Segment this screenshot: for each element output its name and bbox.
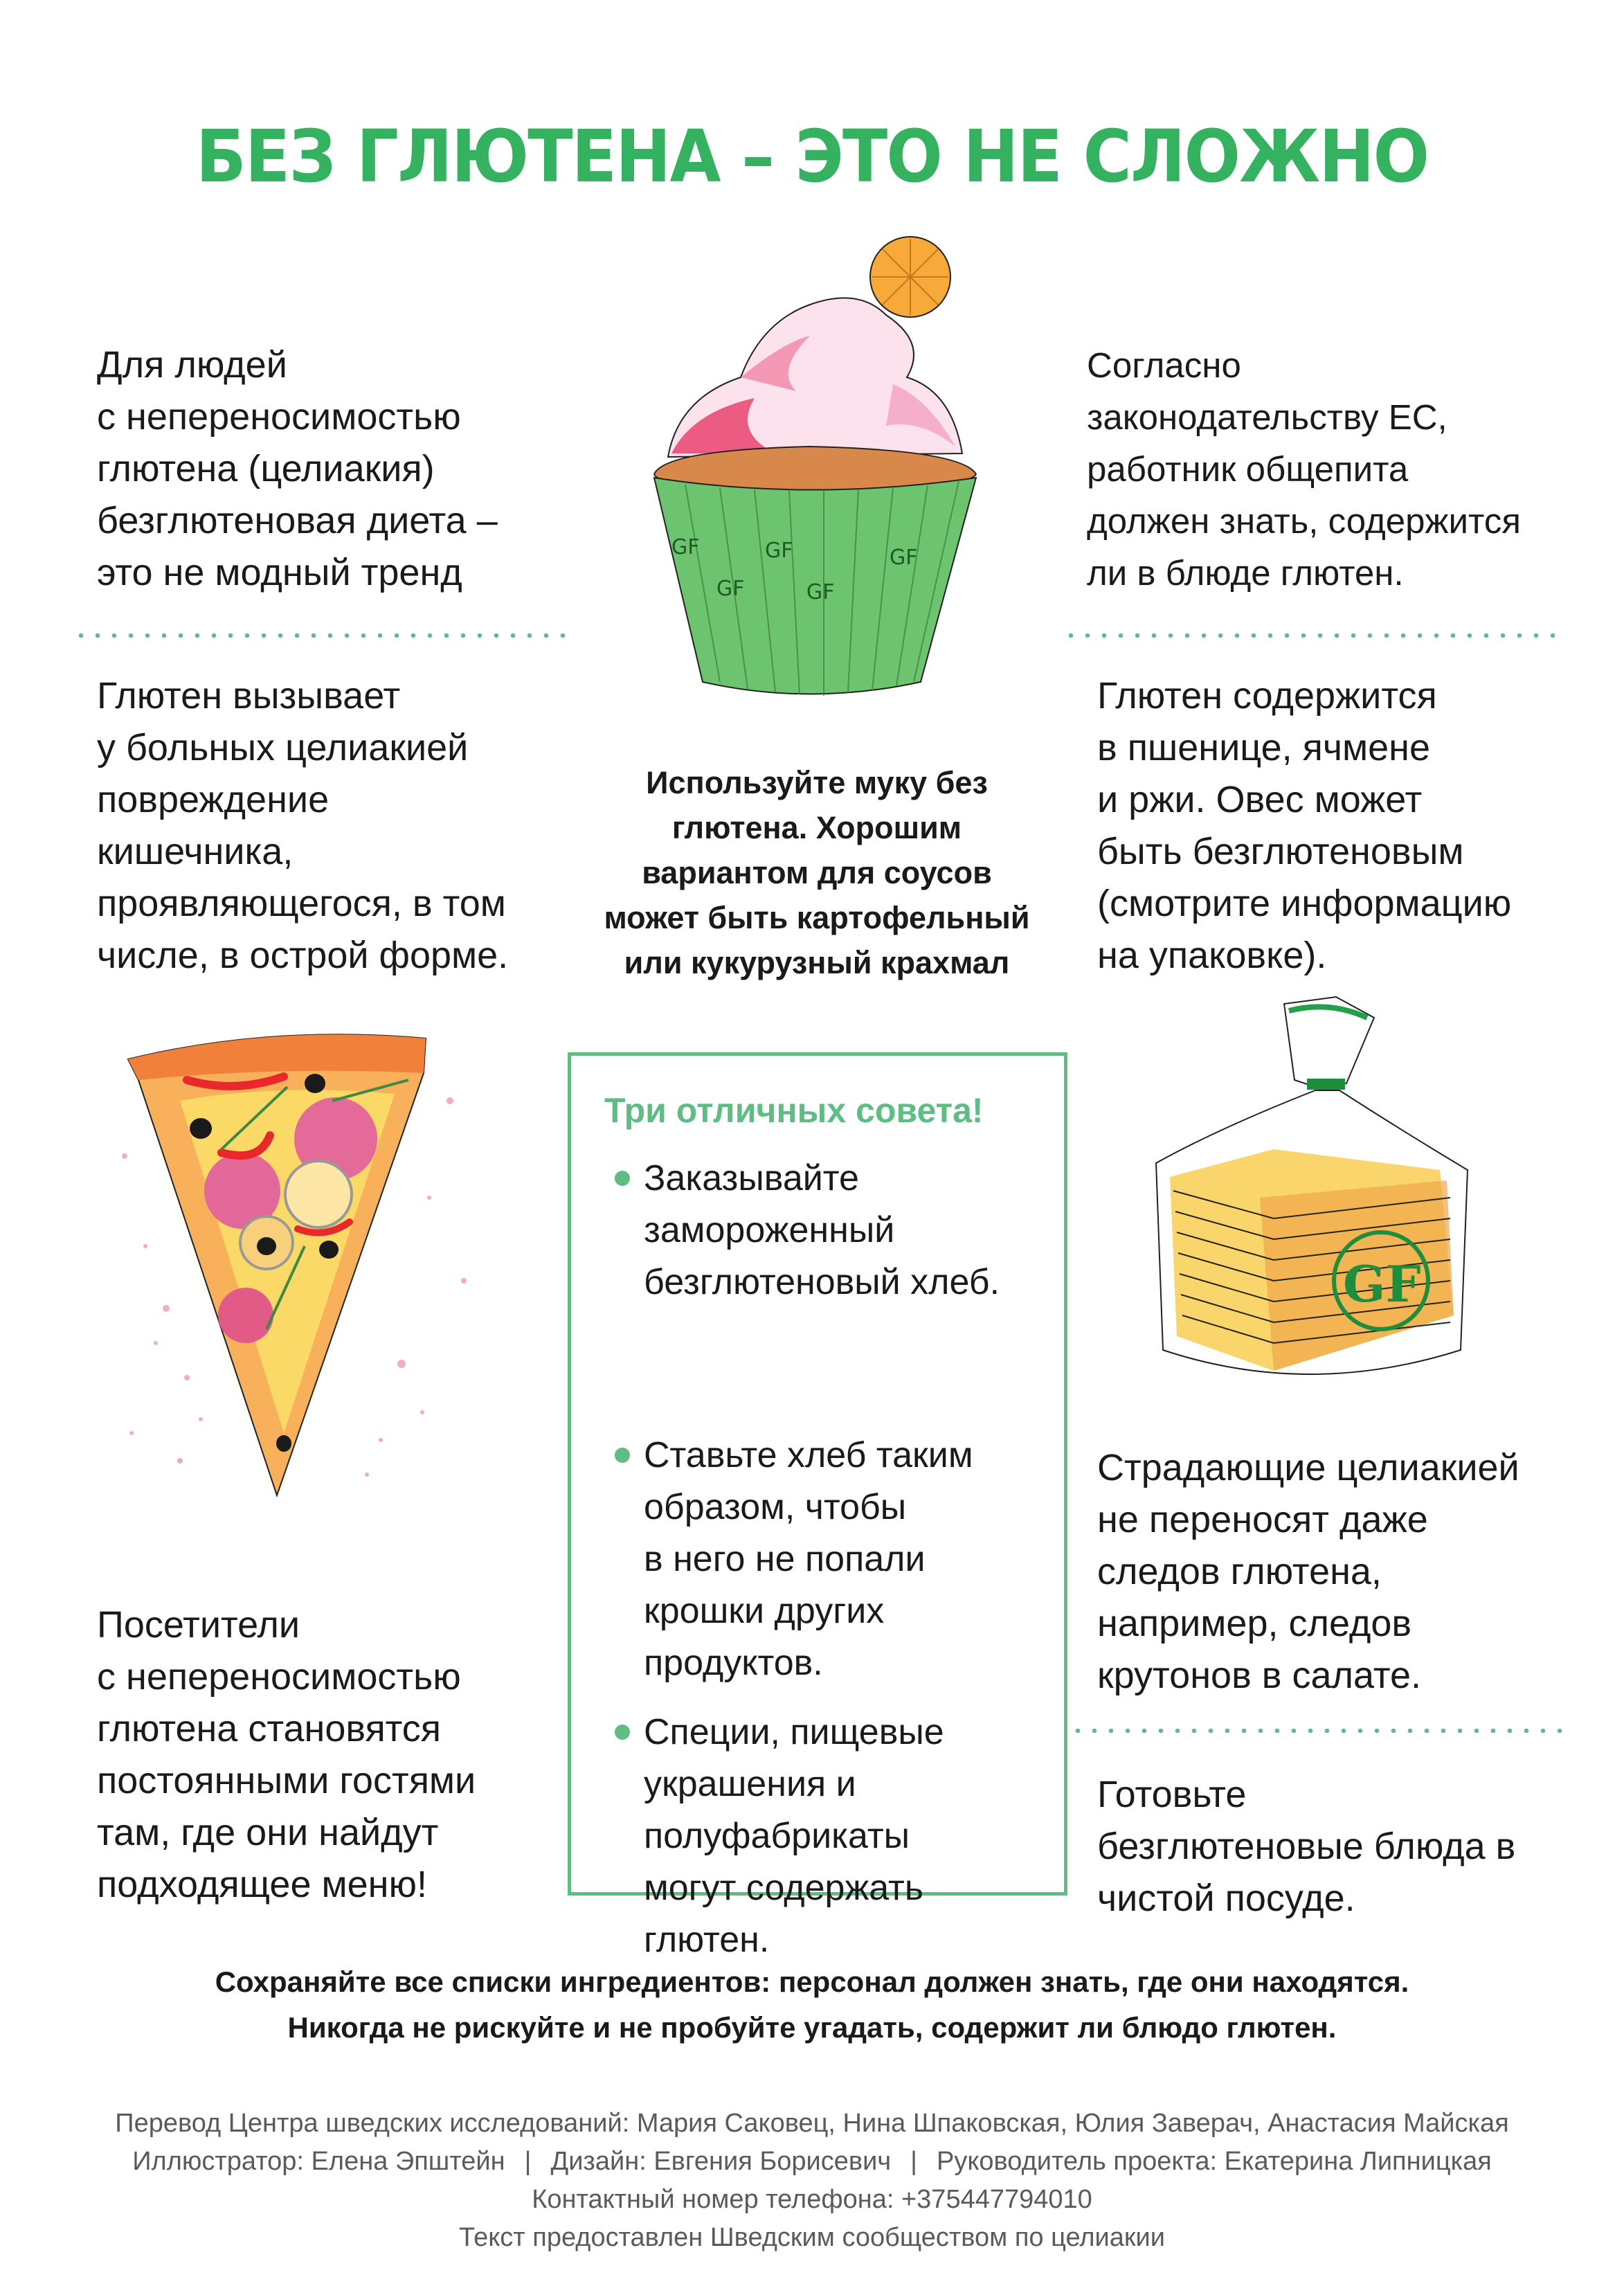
text-line: продуктов.	[644, 1643, 823, 1683]
dotted-divider	[1063, 633, 1562, 638]
svg-text:GF: GF	[806, 580, 835, 604]
text-line: глютена становятся	[97, 1708, 442, 1749]
separator: |	[524, 2147, 532, 2176]
text-line: должен знать, содержится	[1087, 501, 1521, 541]
dotted-divider	[73, 633, 572, 638]
text-line: Страдающие целиакией	[1097, 1447, 1519, 1488]
text-line: Глютен вызывает	[97, 675, 401, 717]
text-line: крошки других	[644, 1591, 885, 1631]
text-line: в него не попали	[644, 1539, 926, 1579]
text-line: крутонов в салате.	[1097, 1655, 1421, 1696]
text-line: с непереносимостью	[97, 396, 461, 438]
text-line: работник общепита	[1087, 449, 1409, 489]
text-line: и ржи. Овес может	[1097, 779, 1423, 820]
text-line: или кукурузный крахмал	[624, 945, 1010, 980]
text-line: повреждение	[97, 779, 330, 820]
credit-translation: Перевод Центра шведских исследований: Мария Саковец, Нина Шпаковская, Юлия Заверач, Анастасия Майская	[115, 2109, 1509, 2138]
text-line: на упаковке).	[1097, 935, 1327, 976]
text-line: может быть картофельный	[604, 900, 1030, 935]
text-line: постоянными гостями	[97, 1760, 476, 1801]
page-title: БЕЗ ГЛЮТЕНА – ЭТО НЕ СЛОЖНО	[195, 114, 1429, 199]
text-line: безглютеновый хлеб.	[644, 1262, 1000, 1302]
text-line: образом, чтобы	[644, 1487, 907, 1527]
right-block-grains	[1097, 670, 1511, 982]
cupcake-illustration	[637, 239, 997, 710]
bottom-note	[0, 1959, 1624, 2051]
right-block-eu-law	[1087, 339, 1521, 599]
credit-project-lead: Руководитель проекта: Екатерина Липницкая	[937, 2147, 1492, 2176]
left-block-intro	[97, 339, 498, 599]
pizza-illustration	[104, 1018, 491, 1516]
text-line: Согласно	[1087, 345, 1241, 385]
text-line: безглютеновые блюда в	[1097, 1826, 1516, 1867]
credit-roles	[0, 2143, 1624, 2181]
text-line: (смотрите информацию	[1097, 883, 1512, 924]
right-block-traces	[1097, 1442, 1519, 1702]
text-line: в пшенице, ячмене	[1097, 727, 1431, 768]
text-line: глютен.	[644, 1920, 770, 1960]
bullet-icon	[615, 1171, 630, 1186]
text-line: проявляющегося, в том	[97, 883, 506, 924]
text-line: кишечника,	[97, 831, 294, 872]
text-line: там, где они найдут	[97, 1812, 439, 1853]
text-line: безглютеновая диета –	[97, 500, 498, 541]
text-line: Готовьте	[1097, 1774, 1247, 1815]
right-block-clean-dishes	[1097, 1769, 1515, 1925]
tips-box	[568, 1052, 1067, 1960]
left-block-visitors	[97, 1599, 476, 1911]
text-line: Сохраняйте все списки ингредиентов: персонал должен знать, где они находятся.	[215, 1965, 1409, 1998]
text-line: ли в блюде глютен.	[1087, 553, 1404, 593]
svg-text:GF: GF	[716, 577, 745, 601]
text-line: с непереносимостью	[97, 1656, 461, 1698]
separator: |	[910, 2147, 918, 2176]
dotted-divider	[1070, 1729, 1562, 1733]
tip-item	[644, 1153, 1000, 1308]
svg-text:GF: GF	[890, 546, 918, 570]
text-line: например, следов	[1097, 1603, 1412, 1644]
text-line: числе, в острой форме.	[97, 935, 509, 976]
text-line: Заказывайте	[644, 1158, 859, 1198]
text-line: Ставьте хлеб таким	[644, 1435, 973, 1475]
text-line: подходящее меню!	[97, 1864, 427, 1905]
svg-text:GF: GF	[1343, 1254, 1421, 1313]
credit-design: Дизайн: Евгения Борисевич	[550, 2147, 892, 2176]
tip-item	[644, 1430, 973, 1689]
text-line: быть безглютеновым	[1097, 831, 1464, 872]
text-line: законодательству ЕС,	[1087, 397, 1447, 437]
text-line: у больных целиакией	[97, 727, 469, 768]
contact-phone: Контактный номер телефона: +375447794010	[532, 2185, 1092, 2214]
text-line: полуфабрикаты	[644, 1816, 910, 1856]
text-line: не переносят даже	[1097, 1499, 1428, 1540]
text-line: вариантом для соусов	[642, 855, 992, 890]
svg-text:GF: GF	[765, 539, 793, 563]
footer-credits	[0, 2105, 1624, 2257]
credit-illustrator: Иллюстратор: Елена Эпштейн	[132, 2147, 505, 2176]
text-line: глютена. Хорошим	[671, 810, 962, 845]
left-block-damage	[97, 670, 508, 982]
flour-tip	[568, 760, 1066, 985]
tips-title: Три отличных совета!	[604, 1091, 984, 1130]
text-line: Никогда не рискуйте и не пробуйте угадать, содержит ли блюдо глютен.	[287, 2011, 1337, 2044]
text-line: чистой посуде.	[1097, 1878, 1355, 1919]
text-line: украшения и	[644, 1764, 856, 1804]
text-line: Глютен содержится	[1097, 675, 1437, 717]
text-line: Для людей	[97, 344, 287, 386]
text-line: следов глютена,	[1097, 1551, 1382, 1592]
text-line: Специи, пищевые	[644, 1712, 944, 1752]
text-line: замороженный	[644, 1210, 895, 1250]
bullet-icon	[615, 1448, 630, 1463]
text-line: могут содержать	[644, 1868, 923, 1908]
credit-source: Текст предоставлен Шведским сообществом по целиакии	[459, 2223, 1165, 2252]
bullet-icon	[615, 1725, 630, 1740]
tip-item	[644, 1707, 944, 1966]
text-line: это не модный тренд	[97, 552, 462, 593]
text-line: глютена (целиакия)	[97, 448, 435, 489]
text-line: Посетители	[97, 1604, 300, 1646]
bread-bag-illustration	[1135, 990, 1495, 1398]
text-line: Используйте муку без	[646, 765, 988, 800]
svg-text:GF: GF	[671, 535, 700, 559]
